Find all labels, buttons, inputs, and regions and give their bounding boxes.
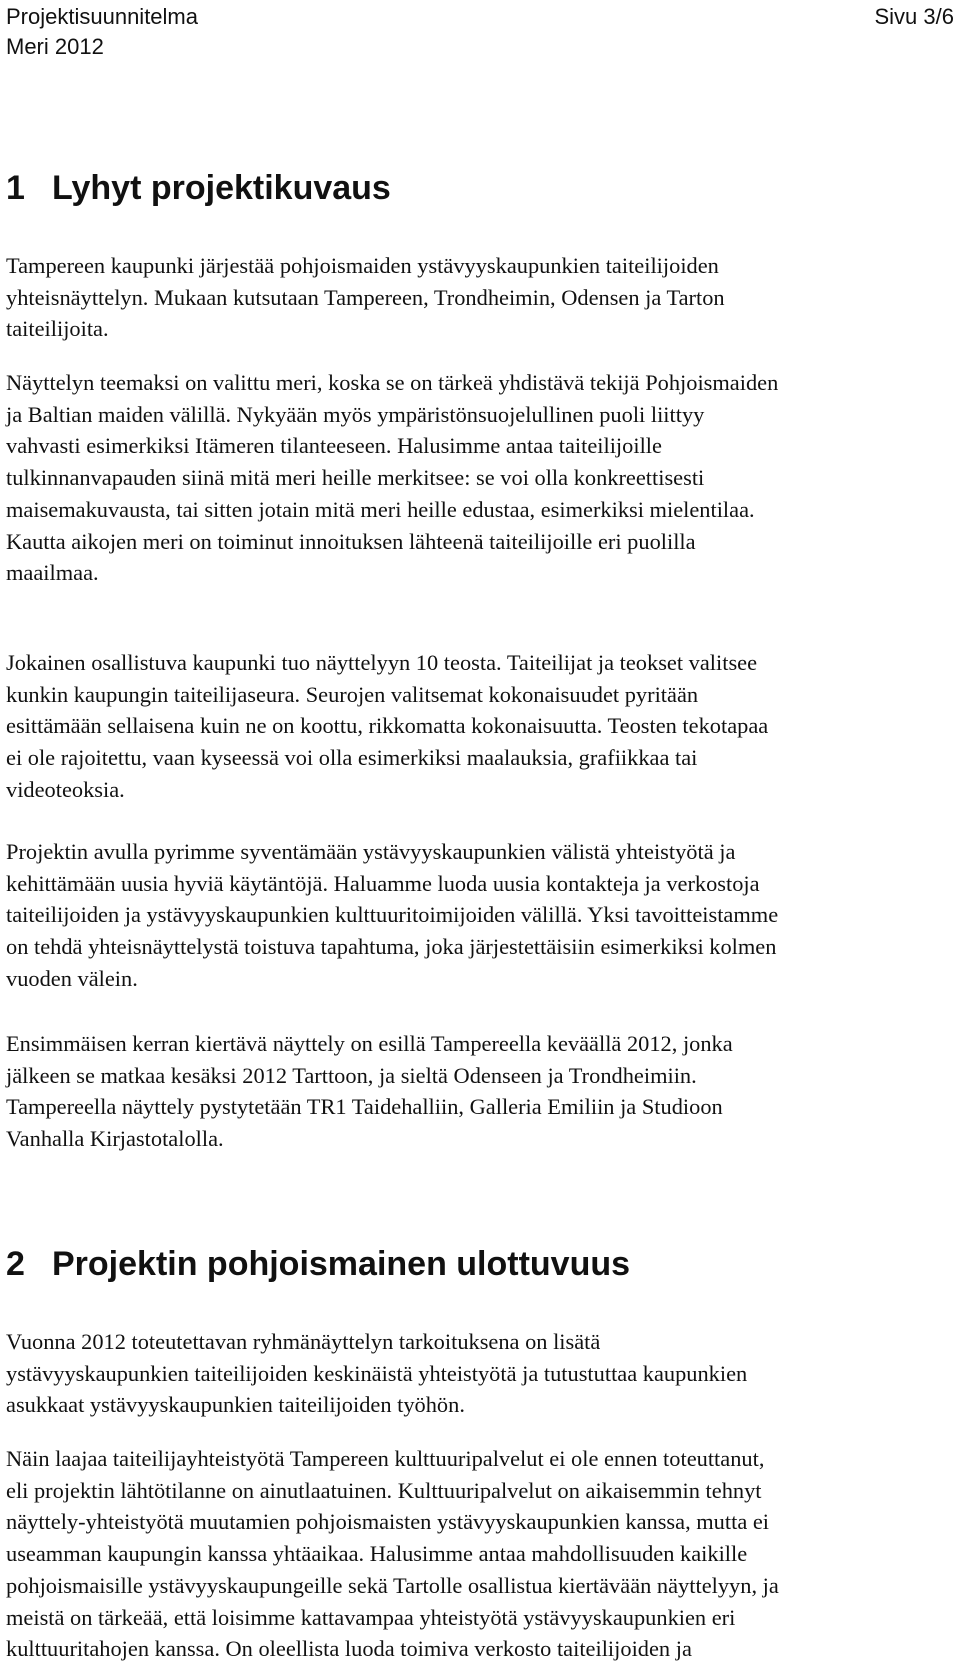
text-line: useamman kaupungin kanssa yhtäaikaa. Halusimme antaa mahdollisuuden kaikille xyxy=(6,1541,748,1567)
page-number: Sivu 3/6 xyxy=(874,4,954,29)
text-line: Kautta aikojen meri on toiminut innoituksen lähteenä taiteilijoille eri puolilla xyxy=(6,528,696,554)
text-line: kehittämään uusia hyviä käytäntöjä. Haluamme luoda uusia kontakteja ja verkostoja xyxy=(6,870,760,896)
section-number: 2 xyxy=(6,1245,25,1283)
text-line: ystävyyskaupunkien taiteilijoiden keskinäistä yhteistyötä ja tutustuttaa kaupunkien xyxy=(6,1360,748,1386)
text-line: kulttuuritahojen kanssa. On oleellista luoda toimiva verkosto taiteilijoiden ja xyxy=(6,1636,692,1662)
section-2-heading xyxy=(6,1244,630,1284)
page-header xyxy=(6,2,954,62)
text-line: vahvasti esimerkiksi Itämeren tilanteeseen. Halusimme antaa taiteilijoille xyxy=(6,433,662,459)
text-line: ja Baltian maiden välillä. Nykyään myös ympäristönsuojelullinen puoli liittyy xyxy=(6,401,705,427)
text-line: meistä on tärkeää, että loisimme kattavampaa yhteistyötä ystävyyskaupunkien eri xyxy=(6,1604,736,1630)
section-title: Lyhyt projektikuvaus xyxy=(52,169,391,207)
section-number: 1 xyxy=(6,169,25,207)
text-line: asukkaat ystävyyskaupunkien taiteilijoiden työhön. xyxy=(6,1392,465,1418)
paragraph xyxy=(6,250,954,345)
paragraph xyxy=(6,1326,954,1421)
text-line: tulkinnanvapauden siinä mitä meri heille merkitsee: se voi olla konkreettisesti xyxy=(6,465,705,491)
text-line: pohjoismaisille ystävyyskaupungeille sekä Tartolle osallistua kiertävään näyttelyyn, ja xyxy=(6,1572,779,1598)
paragraph xyxy=(6,647,954,806)
document-date: Meri 2012 xyxy=(6,34,104,59)
document-title: Projektisuunnitelma xyxy=(6,4,198,29)
text-line: jälkeen se matkaa kesäksi 2012 Tarttoon, ja sieltä Odenseen ja Trondheimiin. xyxy=(6,1062,697,1088)
text-line: Vuonna 2012 toteutettavan ryhmänäyttelyn tarkoituksena on lisätä xyxy=(6,1329,601,1354)
text-line: esittämään sellaisena kuin ne on koottu, rikkomatta kokonaisuutta. Teosten tekotapaa xyxy=(6,713,769,739)
text-line: Ensimmäisen kerran kiertävä näyttely on esillä Tampereella keväällä 2012, jonka xyxy=(6,1031,733,1056)
paragraph xyxy=(6,1443,954,1665)
text-line: Projektin avulla pyrimme syventämään ystävyyskaupunkien välistä yhteistyötä ja xyxy=(6,839,736,864)
text-line: maailmaa. xyxy=(6,560,99,586)
text-line: Näin laajaa taiteilijayhteistyötä Tampereen kulttuuripalvelut ei ole ennen toteuttanut, xyxy=(6,1446,765,1471)
text-line: näyttely-yhteistyötä muutamien pohjoismaisten ystävyyskaupunkien kanssa, mutta ei xyxy=(6,1509,770,1535)
text-line: Tampereen kaupunki järjestää pohjoismaiden ystävyyskaupunkien taiteilijoiden xyxy=(6,253,719,278)
text-line: eli projektin lähtötilanne on ainutlaatuinen. Kulttuuripalvelut on aikaisemmin tehnyt xyxy=(6,1477,762,1503)
text-line: kunkin kaupungin taiteilijaseura. Seurojen valitsemat kokonaisuudet pyritään xyxy=(6,681,699,707)
paragraph xyxy=(6,1028,954,1155)
text-line: ei ole rajoitettu, vaan kyseessä voi olla esimerkiksi maalauksia, grafiikkaa tai xyxy=(6,745,698,771)
paragraph xyxy=(6,367,954,589)
text-line: on tehdä yhteisnäyttelystä toistuva tapahtuma, joka järjestettäisiin esimerkiksi kolmen xyxy=(6,934,777,960)
text-line: Jokainen osallistuva kaupunki tuo näyttelyyn 10 teosta. Taiteilijat ja teokset valitsee xyxy=(6,650,758,675)
text-line: vuoden välein. xyxy=(6,965,138,991)
text-line: videoteoksia. xyxy=(6,776,125,802)
text-line: Näyttelyn teemaksi on valittu meri, koska se on tärkeä yhdistävä tekijä Pohjoismaiden xyxy=(6,370,779,395)
text-line: taiteilijoiden ja ystävyyskaupunkien kulttuuritoimijoiden välillä. Yksi tavoitteistamme xyxy=(6,902,779,928)
text-line: Tampereella näyttely pystytetään TR1 Taidehalliin, Galleria Emiliin ja Studioon xyxy=(6,1094,723,1120)
text-line: Vanhalla Kirjastotalolla. xyxy=(6,1126,224,1152)
text-line: yhteisnäyttelyn. Mukaan kutsutaan Tampereen, Trondheimin, Odensen ja Tarton xyxy=(6,284,725,310)
section-title: Projektin pohjoismainen ulottuvuus xyxy=(52,1245,631,1283)
text-line: maisemakuvausta, tai sitten jotain mitä meri heille edustaa, esimerkiksi mielentilaa. xyxy=(6,496,755,522)
paragraph xyxy=(6,836,954,995)
section-1-heading xyxy=(6,168,391,208)
text-line: taiteilijoita. xyxy=(6,316,109,342)
